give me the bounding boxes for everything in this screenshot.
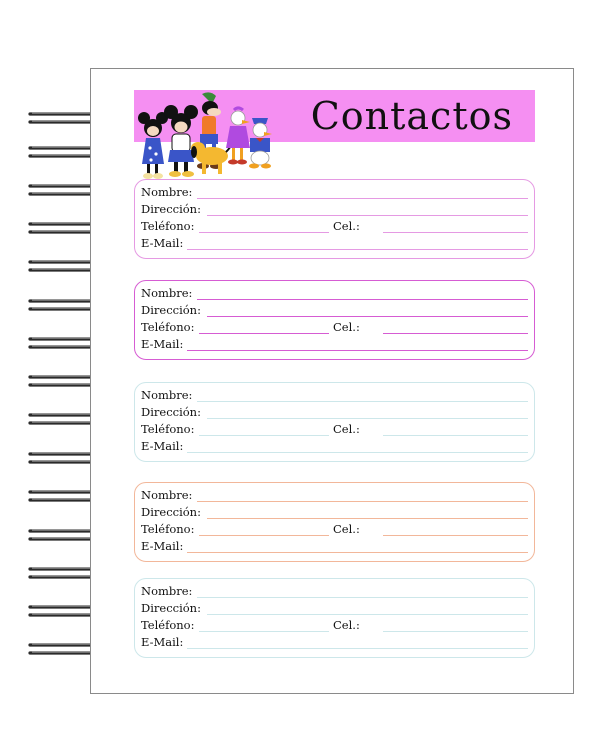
name-field-label: Nombre: [141, 584, 193, 598]
address-field[interactable] [141, 405, 528, 421]
address-field-label: Dirección: [141, 505, 201, 519]
phone-field-label: Teléfono: [141, 320, 195, 334]
cell-field-label: Cel.: [333, 422, 360, 436]
cell-field-line [383, 232, 528, 233]
address-field[interactable] [141, 505, 528, 521]
email-field[interactable] [141, 439, 528, 455]
address-field-line [207, 418, 528, 419]
email-field-label: E-Mail: [141, 337, 184, 351]
address-field[interactable] [141, 202, 528, 218]
phone-field-label: Teléfono: [141, 422, 195, 436]
email-field-line [187, 452, 528, 453]
cell-field-label: Cel.: [333, 219, 360, 233]
phone-field-line [199, 435, 329, 436]
email-field-line [187, 350, 528, 351]
cell-field-label: Cel.: [333, 618, 360, 632]
cell-field-line [383, 333, 528, 334]
name-field-line [197, 299, 528, 300]
email-field-label: E-Mail: [141, 539, 184, 553]
phone-field-line [199, 631, 329, 632]
cell-field[interactable] [333, 219, 528, 235]
cell-field-line [383, 535, 528, 536]
email-field-line [187, 648, 528, 649]
phone-field-line [199, 333, 329, 334]
email-field-label: E-Mail: [141, 635, 184, 649]
address-field-label: Dirección: [141, 303, 201, 317]
name-field[interactable] [141, 488, 528, 504]
cell-field[interactable] [333, 522, 528, 538]
page-title: Contactos [310, 94, 513, 138]
contact-card [134, 179, 535, 259]
email-field[interactable] [141, 635, 528, 651]
cell-field[interactable] [333, 320, 528, 336]
contact-card [134, 280, 535, 360]
name-field-label: Nombre: [141, 286, 193, 300]
cell-field-line [383, 631, 528, 632]
cell-field-label: Cel.: [333, 320, 360, 334]
address-field-line [207, 518, 528, 519]
name-field-label: Nombre: [141, 488, 193, 502]
address-field-label: Dirección: [141, 601, 201, 615]
phone-field-label: Teléfono: [141, 219, 195, 233]
name-field[interactable] [141, 584, 528, 600]
name-field-line [197, 501, 528, 502]
name-field[interactable] [141, 286, 528, 302]
cell-field-line [383, 435, 528, 436]
name-field-label: Nombre: [141, 185, 193, 199]
name-field[interactable] [141, 185, 528, 201]
address-field-line [207, 614, 528, 615]
phone-field-label: Teléfono: [141, 522, 195, 536]
address-field-label: Dirección: [141, 202, 201, 216]
contact-card [134, 578, 535, 658]
contact-card [134, 482, 535, 562]
name-field-line [197, 597, 528, 598]
name-field[interactable] [141, 388, 528, 404]
disney-characters-icon [136, 90, 276, 182]
cell-field[interactable] [333, 422, 528, 438]
cell-field-label: Cel.: [333, 522, 360, 536]
phone-field-line [199, 535, 329, 536]
address-field-line [207, 316, 528, 317]
contact-card [134, 382, 535, 462]
name-field-label: Nombre: [141, 388, 193, 402]
phone-field-line [199, 232, 329, 233]
email-field[interactable] [141, 337, 528, 353]
address-field[interactable] [141, 303, 528, 319]
email-field[interactable] [141, 539, 528, 555]
address-field-label: Dirección: [141, 405, 201, 419]
email-field-label: E-Mail: [141, 236, 184, 250]
email-field[interactable] [141, 236, 528, 252]
name-field-line [197, 198, 528, 199]
address-field-line [207, 215, 528, 216]
name-field-line [197, 401, 528, 402]
phone-field-label: Teléfono: [141, 618, 195, 632]
cell-field[interactable] [333, 618, 528, 634]
email-field-label: E-Mail: [141, 439, 184, 453]
email-field-line [187, 249, 528, 250]
email-field-line [187, 552, 528, 553]
address-field[interactable] [141, 601, 528, 617]
